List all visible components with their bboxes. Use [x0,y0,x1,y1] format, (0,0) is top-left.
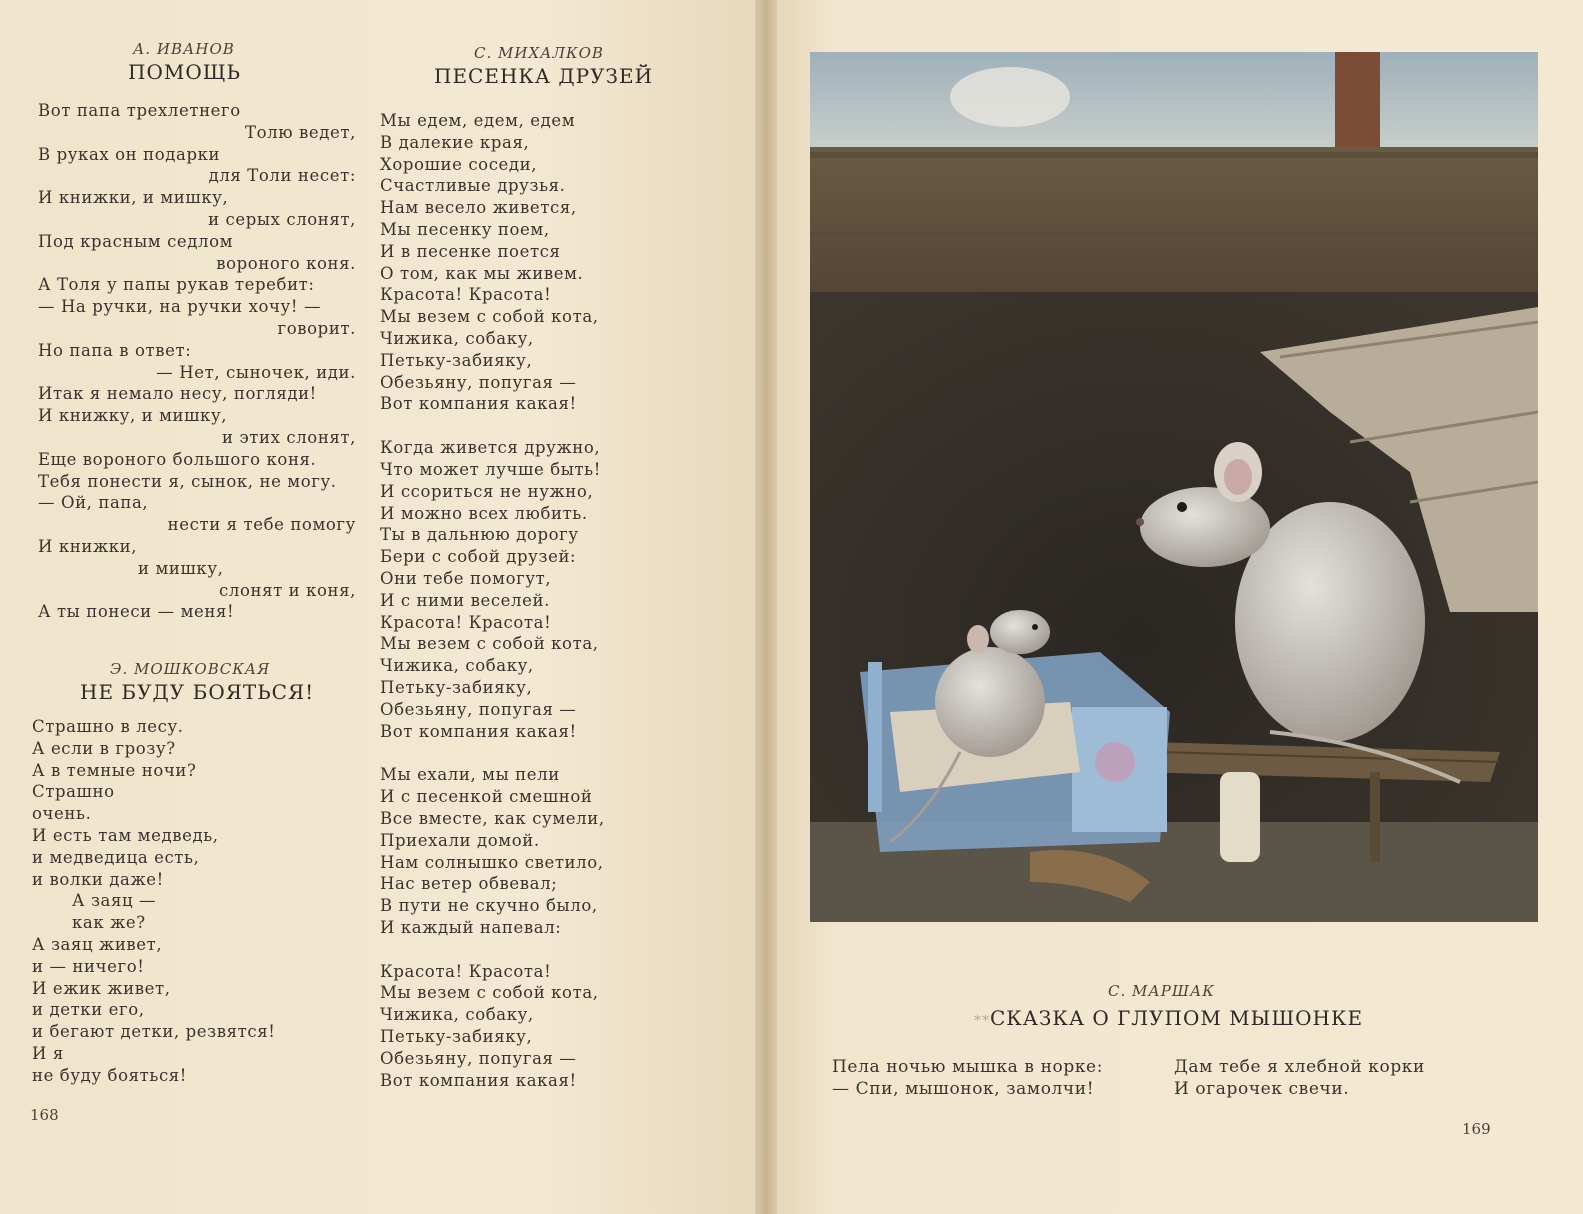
poem-line: — Ой, папа, [38,493,149,513]
poem-line: — Нет, сыночек, иди. [156,362,356,382]
poem-line: И в песенке поется [380,241,561,261]
poem-line: Толю ведет, [245,122,356,142]
poem-line: И с песенкой смешной [380,787,593,807]
poem-line: И ежик живет, [32,978,171,998]
poem-line: Итак я немало несу, погляди! [38,384,317,404]
poem-line: и детки его, [32,1000,145,1020]
poem-line: Вот компания какая! [380,1070,577,1090]
poem-line: Они тебе помогут, [380,568,552,588]
poem-line: — На ручки, на ручки хочу! — [38,297,322,317]
poem-line: В руках он подарки [38,144,221,164]
poem-line: И каждый напевал: [380,917,562,937]
poem-line: не буду бояться! [32,1065,188,1085]
poem-line: А в темные ночи? [32,760,197,780]
poem-line: И есть там медведь, [32,825,219,845]
stanza-gap [380,415,640,437]
poem-line: Обезьяну, попугая — [380,1048,577,1068]
poem3-text [380,110,640,1091]
poem-line: Еще вороного большого коня. [38,449,317,469]
poem-line: Пела ночью мышка в норке: [832,1057,1104,1077]
poem-line: И можно всех любить. [380,503,588,523]
poem-line: и — ничего! [32,956,145,976]
poem-line: Под красным седлом [38,231,234,251]
poem-line: Нам весело живется, [380,198,577,218]
poem-line: Все вместе, как сумели, [380,808,605,828]
poem2-author: Э. МОШКОВСКАЯ [110,660,271,678]
poem-line: Мы везем с собой кота, [380,307,599,327]
poem-line: Мы везем с собой кота, [380,983,599,1003]
title-mark: ** [974,1013,990,1029]
poem-line: И я [32,1043,64,1063]
page-number-left: 168 [30,1106,59,1124]
poem-line: А Толя у папы рукав теребит: [38,275,315,295]
poem-line: Красота! Красота! [380,285,552,305]
poem-line: и этих слонят, [222,427,356,447]
poem-line: очень. [32,804,92,824]
poem-line: для Толи несет: [208,166,356,186]
poem-line: говорит. [277,318,356,338]
poem-line: А заяц живет, [32,934,163,954]
poem-line: Мы песенку поем, [380,219,550,239]
poem-line: Дам тебе я хлебной корки [1174,1057,1425,1077]
stanza-gap [380,742,640,764]
poem-line: И книжку, и мишку, [38,406,228,426]
poem-line: Страшно в лесу. [32,717,184,736]
poem4-col1 [832,1056,1103,1100]
poem-line: Чижика, собаку, [380,656,534,676]
poem-line: Приехали домой. [380,830,540,850]
poem2-text [32,716,332,1087]
poem-line: И ссориться не нужно, [380,481,594,501]
poem-line: Счастливые друзья. [380,176,566,196]
poem-line: Красота! Красота! [380,961,552,981]
poem-line: Обезьяну, попугая — [380,372,577,392]
book-spine [755,0,777,1214]
poem-line: и волки даже! [32,869,164,889]
poem-line: Петьку-забияку, [380,1027,533,1047]
stanza-gap [380,939,640,961]
poem1-title: ПОМОЩЬ [128,60,242,84]
poem-line: Бери с собой друзей: [380,547,577,567]
poem4-title-text: СКАЗКА О ГЛУПОМ МЫШОНКЕ [990,1006,1364,1030]
poem-line: В пути не скучно было, [380,896,598,916]
poem-line: Обезьяну, попугая — [380,699,577,719]
poem3-title: ПЕСЕНКА ДРУЗЕЙ [434,64,654,88]
poem-line: и мишку, [138,558,224,578]
poem-line: Тебя понести я, сынок, не могу. [38,471,337,491]
poem-line: А если в грозу? [32,738,176,758]
poem-line: О том, как мы живем. [380,263,584,283]
poem-line: А заяц — [72,891,157,911]
poem-line: И книжки, [38,536,138,556]
poem-line: Петьку-забияку, [380,677,533,697]
poem-line: вороного коня. [216,253,356,273]
poem-line: Вот папа трехлетнего [38,101,241,120]
poem-line: нести я тебе помогу [167,515,356,535]
poem1-text [38,100,356,623]
poem4-author: С. МАРШАК [1108,982,1215,1000]
poem-line: и серых слонят, [208,209,356,229]
poem-line: слонят и коня, [219,580,356,600]
poem-line: В далекие края, [380,132,530,152]
poem-line: Вот компания какая! [380,721,577,741]
poem-line: Красота! Красота! [380,612,552,632]
poem-line: как же? [72,913,146,933]
poem2-title: НЕ БУДУ БОЯТЬСЯ! [80,680,315,704]
poem-line: А ты понеси — меня! [38,602,235,622]
poem-line: Что может лучше быть! [380,459,602,479]
poem-line: Мы едем, едем, едем [380,111,576,130]
poem-line: Мы ехали, мы пели [380,765,560,785]
page-number-right: 169 [1462,1120,1491,1138]
poem-line: Мы везем с собой кота, [380,634,599,654]
poem-line: Чижика, собаку, [380,328,534,348]
poem-line: Но папа в ответ: [38,340,192,360]
poem-line: И с ними веселей. [380,590,550,610]
poem4-title [974,1006,1363,1030]
poem-line: Петьку-забияку, [380,350,533,370]
poem-line: Вот компания какая! [380,394,577,414]
poem3-author: С. МИХАЛКОВ [474,44,604,62]
poem1-author: А. ИВАНОВ [133,40,235,58]
poem-line: Нам солнышко светило, [380,852,604,872]
poem-line: и медведица есть, [32,847,200,867]
poem-line: Когда живется дружно, [380,438,601,458]
poem-line: — Спи, мышонок, замолчи! [832,1079,1095,1099]
poem-line: Ты в дальнюю дорогу [380,525,579,545]
mice-illustration [810,52,1538,922]
poem-line: Хорошие соседи, [380,154,538,174]
poem-line: и бегают детки, резвятся! [32,1022,276,1042]
poem-line: И книжки, и мишку, [38,188,229,208]
poem-line: Страшно [32,782,115,802]
poem-line: Чижика, собаку, [380,1005,534,1025]
poem4-col2 [1174,1056,1425,1100]
poem-line: Нас ветер обвевал; [380,874,558,894]
poem-line: И огарочек свечи. [1174,1079,1350,1099]
illustration-drawing [810,52,1538,922]
